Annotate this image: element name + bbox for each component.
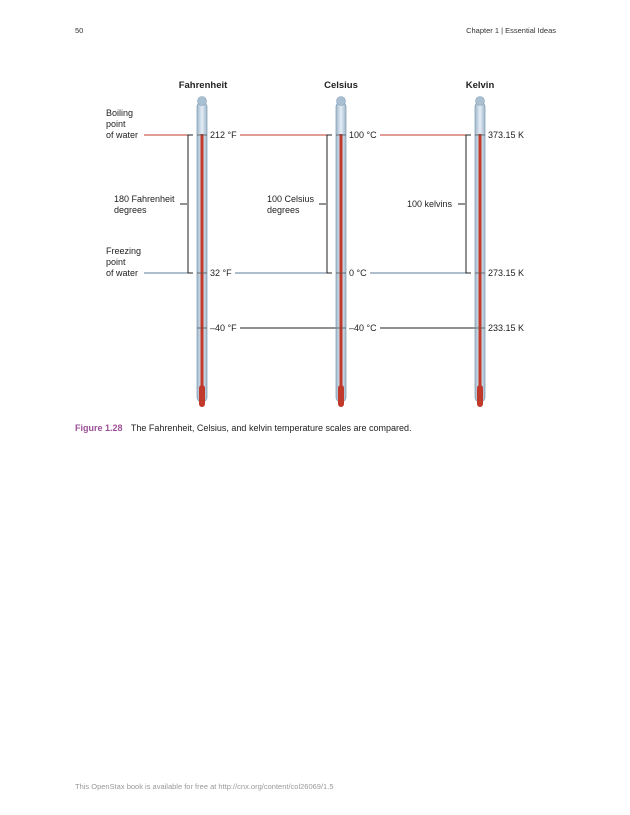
boiling-label-line1: Boiling [106, 108, 134, 118]
boiling-label-line2: point [106, 119, 126, 129]
kelvin-boiling-value: 373.15 K [488, 130, 525, 140]
fahrenheit-title: Fahrenheit [178, 80, 228, 91]
celsius-freezing-value: 0 °C [349, 268, 367, 278]
footer-link-text: This OpenStax book is available for free at http://cnx.org/content/col26069/1.5 [75, 782, 334, 791]
freezing-label-line2: point [106, 257, 126, 267]
celsius-thermometer [336, 97, 346, 408]
kelvin-thermometer [475, 97, 485, 408]
celsius-minus40-value: –40 °C [349, 323, 377, 333]
celsius-span-line1: 100 Celsius [267, 194, 315, 204]
kelvin-minus40-value: 233.15 K [488, 323, 525, 333]
fahrenheit-freezing-value: 32 °F [210, 268, 232, 278]
fahrenheit-thermometer [197, 97, 207, 408]
freezing-label-line1: Freezing [106, 246, 142, 256]
kelvin-title: Kelvin [465, 80, 495, 91]
boiling-label-line3: of water [106, 130, 139, 140]
fahrenheit-span-line1: 180 Fahrenheit [114, 194, 175, 204]
celsius-boiling-value: 100 °C [349, 130, 377, 140]
fahrenheit-span-line2: degrees [114, 205, 147, 215]
chapter-header: Chapter 1 | Essential Ideas [466, 26, 556, 35]
fahrenheit-minus40-value: –40 °F [210, 323, 237, 333]
celsius-span-line2: degrees [267, 205, 300, 215]
page-number: 50 [75, 26, 84, 35]
figure-number: Figure 1.28 [75, 423, 123, 433]
kelvin-span-label: 100 kelvins [407, 199, 453, 209]
celsius-title: Celsius [324, 80, 358, 91]
caption-text: The Fahrenheit, Celsius, and kelvin temperature scales are compared. [130, 423, 412, 433]
figure-caption [75, 423, 412, 433]
fahrenheit-boiling-value: 212 °F [210, 130, 237, 140]
freezing-label-line3: of water [106, 268, 139, 278]
kelvin-freezing-value: 273.15 K [488, 268, 525, 278]
